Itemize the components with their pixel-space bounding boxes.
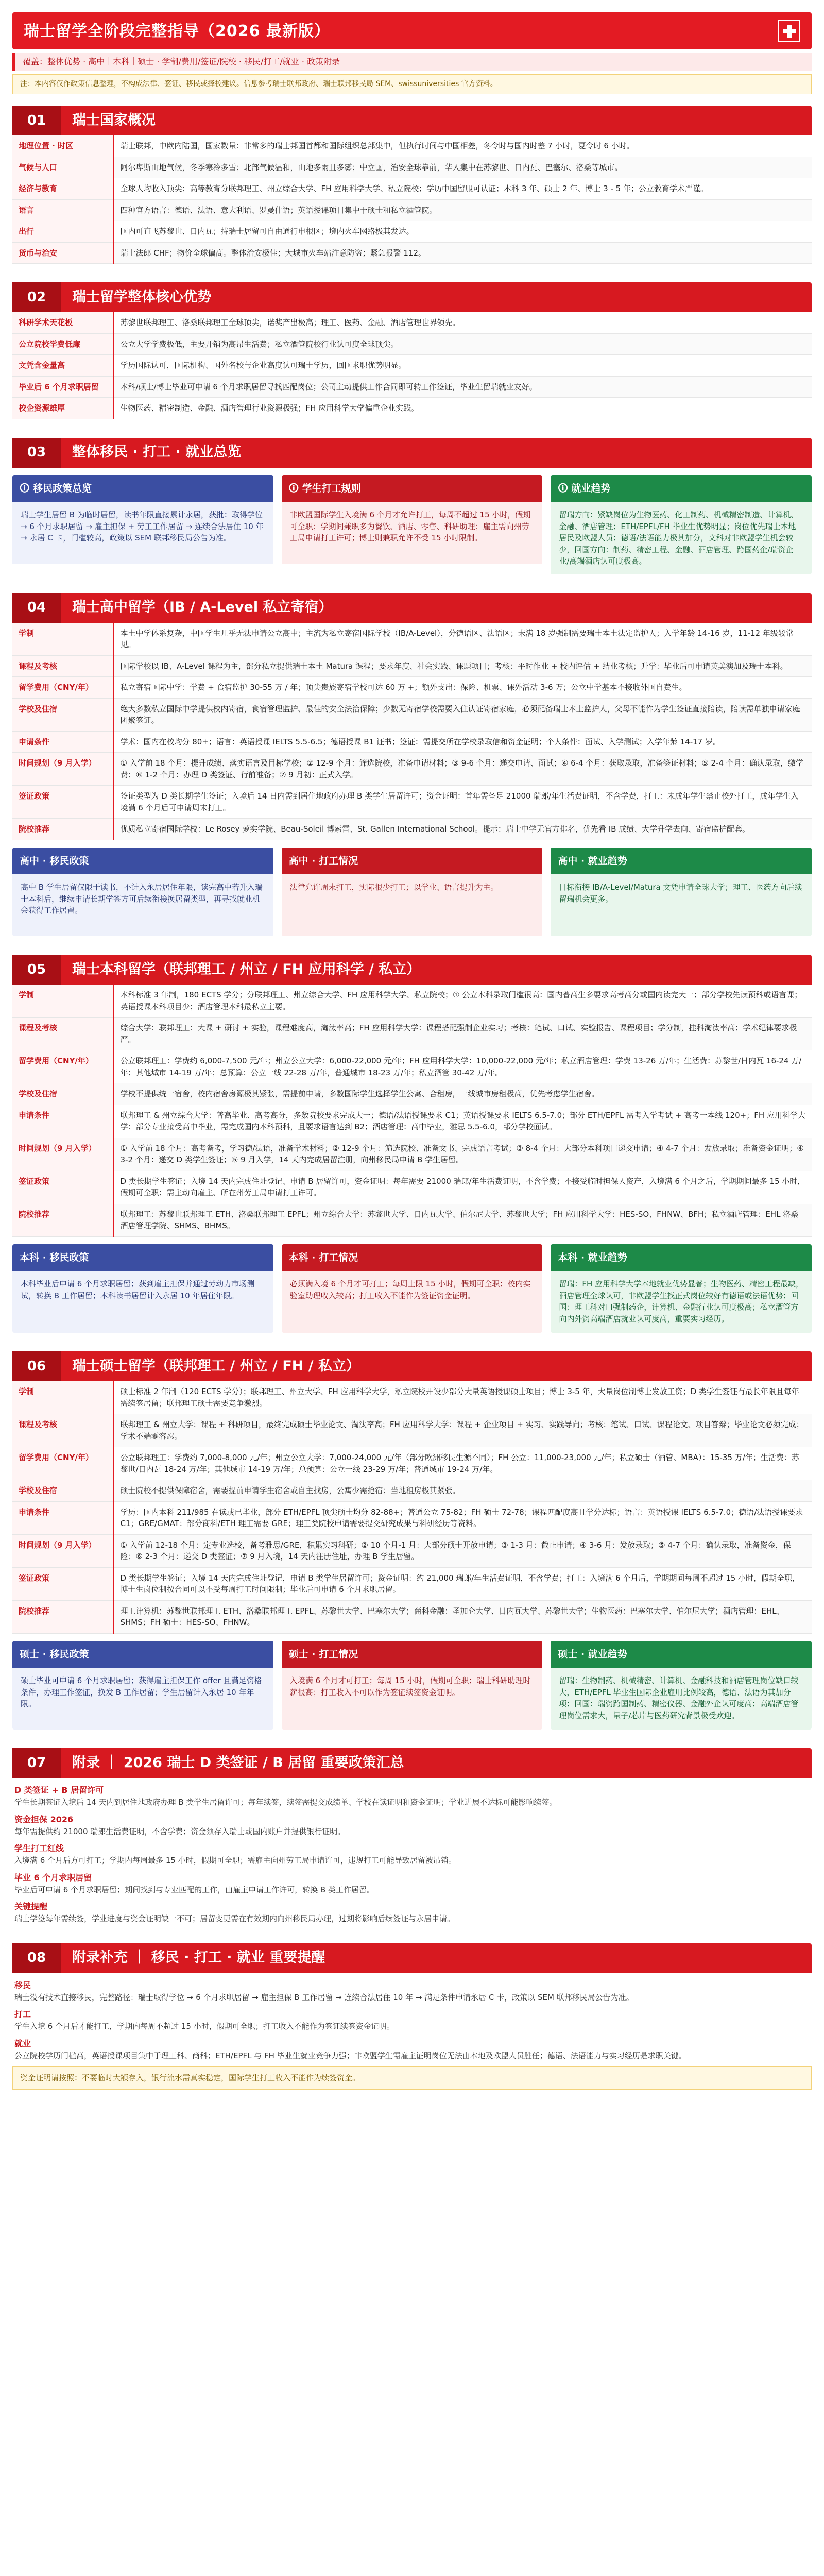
row-value: 公立联邦理工：学费约 7,000-8,000 元/年；州立公立大学：7,000-24,000 元/年（部分欧洲移民生源不同）；FH 公立：11,000-23,000 元/年；私立硕士（酒管、MBA）：15-35 万/年；生活费：苏黎世/日内瓦 18-24 万/年；其他城市 14-19 万/年；总预算：公立一线 23-29 万/年；普通城市 19-24 万/年。 [113,1447,812,1480]
row-value: 联邦理工 & 州立综合大学：普高毕业、高考高分，多数院校要求完成大一；德语/法语授课要求 C1；英语授课要求 IELTS 6.5-7.0；部分 ETH/EPFL 需考入学考试 + 高考一本线 120+；FH 应用科学大学：部分专业接受高中毕业，需完成国内本科预科，且要求语言达到 B2；酒店管理：高中毕业，雅思 5.5-6.0，部分学校面试。 [113,1105,812,1138]
section-number: 05 [12,955,61,985]
disclaimer-note: 注：本内容仅作政策信息整理，不构成法律、签证、移民或择校建议。信息参考瑞士联邦政府、瑞士联邦移民局 SEM、swissuniversities 官方资料。 [12,74,812,94]
section-header [12,438,812,468]
section-header [12,1943,812,1973]
section-01 [12,106,812,264]
row-value: ① 入学前 18 个月：高考备考，学习德/法语，准备学术材料；② 12-9 个月：筛选院校、准备文书、完成语言考试；③ 8-4 个月：大部分本科项目递交申请；④ 4-7 个月：发放录取；准备资金证明；④ 3-2 个月：递交 D 类学生签证；⑤ 9 月入学，14 天内完成居留注册，向州移民局申请 B 学生居留。 [113,1138,812,1171]
table-row [12,655,812,677]
row-key: 课程及考核 [12,1018,113,1050]
table-row [12,312,812,333]
table-row [12,1204,812,1236]
table-row [12,1018,812,1050]
row-key: 学校及住宿 [12,1480,113,1502]
row-value: 综合大学：联邦理工：大课 + 研讨 + 实验，课程难度高，淘汰率高；FH 应用科学大学：课程搭配强制企业实习；考核：笔试、口试、实验报告、课程项目；学分制，挂科淘汰率高；学术纪律要求极严。 [113,1018,812,1050]
item-text: 瑞士没有技术直接移民，完整路径：瑞士取得学位 → 6 个月求职居留 → 雇主担保 B 工作居留 → 连续合法居住 10 年 → 满足条件申请永居 C 卡，政策以 SEM 联邦移民局公告为准。 [14,1992,634,2002]
row-key: 时间规划（9 月入学） [12,753,113,786]
row-key: 货币与治安 [12,242,113,264]
info-table [12,1381,812,1634]
card-title: 硕士 · 就业趋势 [551,1641,812,1668]
list-item [14,2038,810,2062]
card-text: 硕士毕业可申请 6 个月求职居留；获得雇主担保工作 offer 且满足资格条件，办理工作签证，换发 B 工作居留；学生居留计入永居 10 年年限。 [12,1668,273,1730]
row-key: 时间规划（9 月入学） [12,1534,113,1567]
table-row [12,1105,812,1138]
row-value: 全球人均收入顶尖；高等教育分联邦理工、州立综合大学、FH 应用科学大学、私立院校；学历中国留服可认证；本科 3 年、硕士 2 年、博士 3 - 5 年；公立教育学术严谨。 [113,178,812,200]
table-row [12,1501,812,1534]
row-value: ① 入学前 18 个月：提升成绩、落实语言及目标学校；② 12-9 个月：筛选院校，准备申请材料；③ 9-6 个月：递交申请、面试；④ 6-4 个月：获取录取，准备签证材料；⑤ 2-4 个月：确认录取，缴学费；⑥ 1-2 个月：办理 D 类签证、行前准备；⑦ 9 月初：正式入学。 [113,753,812,786]
item-text: 学生入境 6 个月后才能打工，学期内每周不超过 15 小时，假期可全职；打工收入不能作为签证续签资金证明。 [14,2022,394,2031]
row-value: 学校不提供统一宿舍，校内宿舍房源极其紧张，需提前申请，多数国际学生选择学生公寓、合租房，一线城市房租极高，优先考虑学生宿舍。 [113,1083,812,1105]
table-row [12,819,812,840]
work-rules-card [282,848,543,937]
section-07 [12,1748,812,1925]
list-item [14,1842,810,1867]
row-value: 联邦理工 & 州立大学：课程 + 科研项目，最终完成硕士毕业论文、淘汰率高；FH 应用科学大学：课程 + 企业项目 + 实习、实践导向；考核：笔试、口试、课程论文、项目答辩；毕业论文必须完成；学术不端零容忍。 [113,1414,812,1447]
table-row [12,376,812,398]
card-text: 目标衔接 IB/A-Level/Matura 文凭申请全球大学；理工、医药方向后续留瑞机会更多。 [551,874,812,936]
row-value: 国际学校以 IB、A-Level 课程为主，部分私立提供瑞士本土 Matura 课程；要求年度、社会实践、课题项目；考核：平时作业 + 校内评估 + 结业考核；升学：毕业后可申请英美澳加及瑞士本科。 [113,655,812,677]
work-rules-card [282,475,543,574]
table-row [12,1567,812,1600]
row-value: 瑞士法郎 CHF；物价全球偏高。整体治安极佳；大城市火车站注意防盗；紧急报警 112。 [113,242,812,264]
section-title: 瑞士留学整体核心优势 [72,289,211,305]
immigration-policy-card [12,475,273,574]
table-row [12,1534,812,1567]
row-key: 气候与人口 [12,157,113,178]
table-row [12,1381,812,1414]
section-06 [12,1351,812,1730]
item-title: 资金担保 2026 [14,1814,74,1824]
row-value: 生物医药、精密制造、金融、酒店管理行业资源极强；FH 应用科学大学偏重企业实践。 [113,398,812,419]
table-row [12,333,812,355]
item-text: 瑞士学签每年需续签，学业进度与资金证明缺一不可；居留变更需在有效期内向州移民局办理，过期将影响后续签证与永居申请。 [14,1914,455,1923]
card-title: 高中 · 打工情况 [282,848,543,875]
list-item [14,1901,810,1925]
section-03 [12,438,812,574]
card-text: 必须满入境 6 个月才可打工；每周上限 15 小时，假期可全职；校内实验室助理收入较高；打工收入不能作为签证资金证明。 [282,1271,543,1333]
row-value: 公立大学学费极低，主要开销为高昂生活费；私立酒管院校行业认可度全球顶尖。 [113,333,812,355]
section-header [12,1351,812,1381]
table-row [12,1600,812,1633]
card-text: 入境满 6 个月才可打工；每周 15 小时，假期可全职；瑞士科研助理时薪很高；打工收入不可以作为签证续签资金证明。 [282,1668,543,1730]
row-key: 申请条件 [12,1501,113,1534]
footer-note: 资金证明请按照：不要临时大额存入，银行流水需真实稳定，国际学生打工收入不能作为续签资金。 [12,2066,812,2090]
card-text: 本科毕业后申请 6 个月求职居留；获到雇主担保并通过劳动力市场测试，转换 B 工作居留；本科读书居留计入永居 10 年居住年限。 [12,1271,273,1333]
scope-bar: 覆盖：整体优势 · 高中｜本科｜硕士 · 学制/费用/签证/院校 · 移民/打工/就业 · 政策附录 [12,53,812,71]
table-row [12,221,812,243]
section-title: 瑞士高中留学（IB / A-Level 私立寄宿） [72,599,333,616]
row-key: 校企资源雄厚 [12,398,113,419]
section-number: 04 [12,593,61,623]
row-value: 学历国际认可，国际机构、国外名校与企业高度认可瑞士学历，回国求职优势明显。 [113,355,812,377]
row-key: 留学费用（CNY/年） [12,677,113,699]
row-key: 申请条件 [12,731,113,753]
immigration-policy-card [12,1244,273,1333]
row-key: 留学费用（CNY/年） [12,1447,113,1480]
table-row [12,1171,812,1204]
row-value: 本科标准 3 年制，180 ECTS 学分；分联邦理工、州立综合大学、FH 应用科学大学、私立院校；① 公立本科录取门槛很高：国内普高生多要求高考高分或国内读完大一；部分学校先读预科或语言课；英语授课本科项目少；酒店管理本科最私立主要。 [113,985,812,1018]
row-value: D 类长期学生签证；入境 14 天内完成住址登记、申请 B 居留许可，资金证明：每年需要 21000 瑞郎/年生活费证明，不含学费；不接受临时担保人资产，入境满 6 个月之后，学期期间最多 15 小时，假期可全职；需主动向雇主、所在州劳工局申请打工许可。 [113,1171,812,1204]
row-key: 课程及考核 [12,655,113,677]
section-05 [12,955,812,1333]
item-text: 学生长期签证入境后 14 天内到居住地政府办理 B 类学生居留许可；每年续签，续签需提交成绩单、学校在读证明和资金证明；学业进展不达标可能影响续签。 [14,1798,557,1807]
section-number: 01 [12,106,61,135]
row-key: 科研学术天花板 [12,312,113,333]
table-row [12,157,812,178]
table-row [12,1447,812,1480]
row-key: 院校推荐 [12,1600,113,1633]
card-text: 非欧盟国际学生入境满 6 个月才允许打工，每周不超过 15 小时，假期可全职；学期间兼职多为餐饮、酒店、零售、科研助理；雇主需向州劳工局申请打工许可；博士则兼职允许不受 15 小时限制。 [282,502,543,564]
card-text: 高中 B 学生居留仅限于读书，不计入永居居住年限，读完高中若升入瑞士本科后，继续申请长期学签方可后续衔接换居留类型，再寻找就业机会获得工作居留。 [12,874,273,936]
row-value: 阿尔卑斯山地气候，冬季寒冷多雪；北部气候温和，山地多雨且多雾；中立国，治安全球靠前，华人集中在苏黎世、日内瓦、巴塞尔、洛桑等城市。 [113,157,812,178]
row-value: 硕士院校不提供保障宿舍，需要提前申请学生宿舍或自主找房，公寓少需抢宿；当地租房极其紧张。 [113,1480,812,1502]
row-value: ① 入学前 12-18 个月：定专业选校，备考雅思/GRE，积累实习科研；② 10 个月-1 月：大部分硕士开放申请；③ 1-3 月：截止申请；④ 3-6 月：发放录取；⑤ 4-7 个月：确认录取，准备资金，保险；⑥ 2-3 个月：递交 D 类签证；⑦ 9 月入境，14 天内注册住址，办理 B 学生居留。 [113,1534,812,1567]
table-row [12,786,812,819]
row-value: 瑞士联邦，中欧内陆国，国家数量：非常多的瑞士邦国首都和国际组织总部集中，但执行时间与中国相差，冬令时与国内时差 7 小时，夏令时 6 小时。 [113,135,812,157]
table-row [12,753,812,786]
item-title: 毕业 6 个月求职居留 [14,1872,92,1883]
row-key: 学制 [12,1381,113,1414]
row-value: 四种官方语言：德语、法语、意大利语、罗曼什语；英语授课项目集中于硕士和私立酒管院。 [113,199,812,221]
row-key: 时间规划（9 月入学） [12,1138,113,1171]
row-value: 学历：国内本科 211/985 在读或已毕业，部分 ETH/EPFL 顶尖硕士均分 82-88+；普通公立 75-82；FH 硕士 72-78；课程匹配度高且学分达标；语言：英语授课 IELTS 6.5-7.0；德语/法语授课要求 C1；GRE/GMAT：部分商科/ETH 理工需要 GRE；理工类院校申请需要提交研究成果与科研经历等资料。 [113,1501,812,1534]
card-title: 本科 · 打工情况 [282,1244,543,1272]
row-value: 学术：国内在校均分 80+；语言：英语授课 IELTS 5.5-6.5；德语授课 B1 证书；签证：需提交所在学校录取信和资金证明；个人条件：面试、入学测试；入学年龄 14-17 岁。 [113,731,812,753]
info-table [12,135,812,264]
item-title: 关键提醒 [14,1902,48,1911]
table-row [12,178,812,200]
card-title: 高中 · 就业趋势 [551,848,812,875]
appendix-list [12,1973,812,2062]
list-item [14,2008,810,2032]
card-title: 🛈 就业趋势 [551,475,812,502]
employment-trend-card [551,475,812,574]
row-key: 签证政策 [12,1171,113,1204]
section-title: 附录 ｜ 2026 瑞士 D 类签证 / B 居留 重要政策汇总 [72,1754,404,1771]
section-title: 整体移民 · 打工 · 就业总览 [72,444,242,461]
item-title: 学生打工红线 [14,1843,64,1853]
row-key: 毕业后 6 个月求职居留 [12,376,113,398]
card-text: 留瑞：FH 应用科学大学本地就业优势显著；生物医药、精密工程最缺，酒店管理全球认可，非欧盟学生找正式岗位较好有德语或法语优势；回国：理工科对口强制药企，计算机、金融行业认可度极高；私立酒管方向内外资高端酒店就业认可度高，重要实习经历。 [551,1271,812,1333]
table-row [12,1480,812,1502]
list-item [14,1814,810,1838]
card-group [12,475,812,574]
card-text: 瑞士学生居留 B 为临时居留，读书年限直接累计永居，获批：取得学位 → 6 个月求职居留 → 雇主担保 + 劳工工作居留 → 连续合法居住 10 年 → 永居 C 卡，门槛较高，政策以 SEM 联邦移民局公告为准。 [12,502,273,564]
list-item [14,1979,810,2004]
section-08 [12,1943,812,2090]
row-value: 签证类型为 D 类长期学生签证；入境后 14 日内需到居住地政府办理 B 类学生居留许可；资金证明：首年需备足 21000 瑞郎/年生活费证明，不含学费，打工：未成年学生禁止校外打工，成年学生入境满 6 个月后可申请周末打工。 [113,786,812,819]
card-title: 硕士 · 移民政策 [12,1641,273,1668]
table-row [12,199,812,221]
table-row [12,1050,812,1083]
work-rules-card [282,1641,543,1730]
swiss-flag-icon [778,20,800,42]
table-row [12,135,812,157]
item-text: 毕业后可申请 6 个月求职居留；期间找到与专业匹配的工作，由雇主申请工作许可，转换 B 类工作居留。 [14,1885,374,1894]
table-row [12,677,812,699]
row-key: 留学费用（CNY/年） [12,1050,113,1083]
card-title: 硕士 · 打工情况 [282,1641,543,1668]
row-key: 学制 [12,985,113,1018]
item-text: 入境满 6 个月后方可打工；学期内每周最多 15 小时，假期可全职；需雇主向州劳工局申请许可，违规打工可能导致居留被吊销。 [14,1856,456,1865]
table-row [12,1138,812,1171]
card-group [12,848,812,937]
row-key: 经济与教育 [12,178,113,200]
item-title: 就业 [14,2038,31,2048]
section-title: 附录补充 ｜ 移民 · 打工 · 就业 重要提醒 [72,1950,325,1966]
table-row [12,698,812,731]
table-row [12,355,812,377]
table-row [12,731,812,753]
row-value: 国内可直飞苏黎世、日内瓦；持瑞士居留可自由通行申根区；境内火车网络极其发达。 [113,221,812,243]
row-key: 申请条件 [12,1105,113,1138]
section-04 [12,593,812,937]
section-title: 瑞士国家概况 [72,112,156,128]
row-value: 联邦理工：苏黎世联邦理工 ETH、洛桑联邦理工 EPFL；州立综合大学：苏黎世大学、日内瓦大学、伯尔尼大学、苏黎世大学；FH 应用科学大学：HES-SO、FHNW、BFH；私立酒店管理：EHL 洛桑酒店管理学院、SHMS、BHMS。 [113,1204,812,1236]
section-number: 07 [12,1748,61,1778]
list-item [14,1872,810,1896]
card-title: 本科 · 就业趋势 [551,1244,812,1272]
row-key: 院校推荐 [12,1204,113,1236]
row-key: 公立院校学费低廉 [12,333,113,355]
row-key: 学制 [12,623,113,656]
item-title: 打工 [14,2009,31,2019]
card-group [12,1244,812,1333]
row-value: 优质私立寄宿国际学校：Le Rosey 萝实学院、Beau-Soleil 博索雷、St. Gallen International School。提示：瑞士中学无官方排名，优先看 IB 成绩、大学升学去向、寄宿监护配套。 [113,819,812,840]
card-title: 本科 · 移民政策 [12,1244,273,1272]
row-value: 私立寄宿国际中学：学费 + 食宿监护 30-55 万 / 年；顶尖贵族寄宿学校可达 60 万 +；额外支出：保险、机票、课外活动 3-6 万；公立中学基本不接收外国自费生。 [113,677,812,699]
row-key: 文凭含金量高 [12,355,113,377]
row-value: 苏黎世联邦理工、洛桑联邦理工全球顶尖，诺奖产出极高；理工、医药、金融、酒店管理世界领先。 [113,312,812,333]
row-value: 本土中学体系复杂，中国学生几乎无法申请公立高中；主流为私立寄宿国际学校（IB/A-Level），分德语区、法语区；未满 18 岁强制需要瑞士本土法定监护人；入学年龄 14-16 岁，11-12 年级较常见。 [113,623,812,656]
work-rules-card [282,1244,543,1333]
row-value: 理工计算机：苏黎世联邦理工 ETH、洛桑联邦理工 EPFL、苏黎世大学、巴塞尔大学；商科金融：圣加仑大学、日内瓦大学、苏黎世大学；生物医药：巴塞尔大学、伯尔尼大学；酒店管理：EHL、SHMS；FH 硕士：HES-SO、FHNW。 [113,1600,812,1633]
table-row [12,985,812,1018]
card-title: 高中 · 移民政策 [12,848,273,875]
card-text: 留瑞方向：紧缺岗位为生物医药、化工制药、机械精密制造、计算机、金融、酒店管理；ETH/EPFL/FH 毕业生优势明显；岗位优先瑞士本地居民及欧盟人员；德语/法语能力极其加分，文科对非欧盟学生机会较少，回国方向：制药、精密工程、金融、酒店管理、跨国药企/瑞资企业/高端酒店认可度极高。 [551,502,812,574]
row-key: 学校及住宿 [12,1083,113,1105]
table-row [12,1414,812,1447]
row-key: 学校及住宿 [12,698,113,731]
row-key: 出行 [12,221,113,243]
title-bar [12,12,812,49]
section-header [12,593,812,623]
item-text: 每年需提供约 21000 瑞郎生活费证明，不含学费；资金须存入瑞士或国内账户并提供银行证明。 [14,1826,346,1836]
card-group [12,1641,812,1730]
table-row [12,398,812,419]
card-text: 留瑞：生物制药、机械精密、计算机、金融科技和酒店管理岗位缺口较大，ETH/EPFL 毕业生国际企业雇用比例较高，德语、法语为其加分项；回国：瑞资跨国制药、精密仪器、金融外企认可度高；高端酒店管理岗位需求大，量子/芯片与医药研究背景极受欢迎。 [551,1668,812,1730]
page [0,12,824,2090]
employment-trend-card [551,1244,812,1333]
table-row [12,1083,812,1105]
row-key: 院校推荐 [12,819,113,840]
section-number: 02 [12,282,61,312]
section-header [12,1748,812,1778]
card-title: 🛈 移民政策总览 [12,475,273,502]
row-key: 语言 [12,199,113,221]
row-value: 公立联邦理工：学费约 6,000-7,500 元/年；州立公立大学：6,000-22,000 元/年；FH 应用科学大学：10,000-22,000 元/年；私立酒店管理：学费 13-26 万/年；生活费：苏黎世/日内瓦 16-24 万/年；其他城市 14-19 万/年；总预算：公立一线 22-28 万/年，普通城市 18-23 万/年；私立酒管 30-42 万/年。 [113,1050,812,1083]
section-number: 06 [12,1351,61,1381]
row-value: 硕士标准 2 年制（120 ECTS 学分）；联邦理工、州立大学、FH 应用科学大学，私立院校开设少部分大量英语授课硕士项目；博士 3-5 年，大量岗位制博士发放工资；D 类学生签证有最长年限且每年需续签居留；联邦理工硕士需要竞争激烈。 [113,1381,812,1414]
page-title: 瑞士留学全阶段完整指导（2026 最新版） [24,22,330,40]
info-table [12,312,812,419]
item-title: 移民 [14,1980,31,1990]
card-text: 法律允许周末打工，实际很少打工；以学业、语言提升为主。 [282,874,543,936]
row-value: D 类长期学生签证；入境 14 天内完成住址登记，申请 B 类学生居留许可；资金证明：约 21,000 瑞郎/年生活费证明，不含学费；打工：入境满 6 个月后，学期期间每周不超过 15 小时，假期全职，博士生岗位制按合同可以不受每周打工时间限制；毕业后可申请 6 个月求职居留。 [113,1567,812,1600]
item-title: D 类签证 + B 居留许可 [14,1785,104,1795]
table-row [12,623,812,656]
section-header [12,106,812,135]
section-title: 瑞士硕士留学（联邦理工 / 州立 / FH / 私立） [72,1358,360,1374]
row-value: 绝大多数私立国际中学提供校内寄宿，食宿管理监护、最佳的安全法治保障；少数无寄宿学校需要入住认证寄宿家庭，必须配备瑞士本土监护人，父母不能作为学生签证直接陪读，陪读需单独申请家庭团聚签证。 [113,698,812,731]
immigration-policy-card [12,848,273,937]
list-item [14,1784,810,1808]
section-title: 瑞士本科留学（联邦理工 / 州立 / FH 应用科学 / 私立） [72,961,421,977]
row-value: 本科/硕士/博士毕业可申请 6 个月求职居留寻找匹配岗位；公司主动提供工作合同即可转工作签证，毕业生留瑞就业友好。 [113,376,812,398]
info-table [12,985,812,1237]
section-header [12,282,812,312]
section-02 [12,282,812,419]
section-number: 03 [12,438,61,468]
table-row [12,242,812,264]
immigration-policy-card [12,1641,273,1730]
info-table [12,623,812,840]
section-number: 08 [12,1943,61,1973]
row-key: 签证政策 [12,786,113,819]
employment-trend-card [551,848,812,937]
employment-trend-card [551,1641,812,1730]
card-title: 🛈 学生打工规则 [282,475,543,502]
row-key: 签证政策 [12,1567,113,1600]
row-key: 课程及考核 [12,1414,113,1447]
item-text: 公立院校学历门槛高，英语授课项目集中于理工科、商科；ETH/EPFL 与 FH 毕业生就业竞争力强；非欧盟学生需雇主证明岗位无法由本地及欧盟人员胜任；德语、法语能力与实习经历是求职关键。 [14,2050,686,2060]
appendix-list [12,1778,812,1925]
row-key: 地理位置 · 时区 [12,135,113,157]
section-header [12,955,812,985]
